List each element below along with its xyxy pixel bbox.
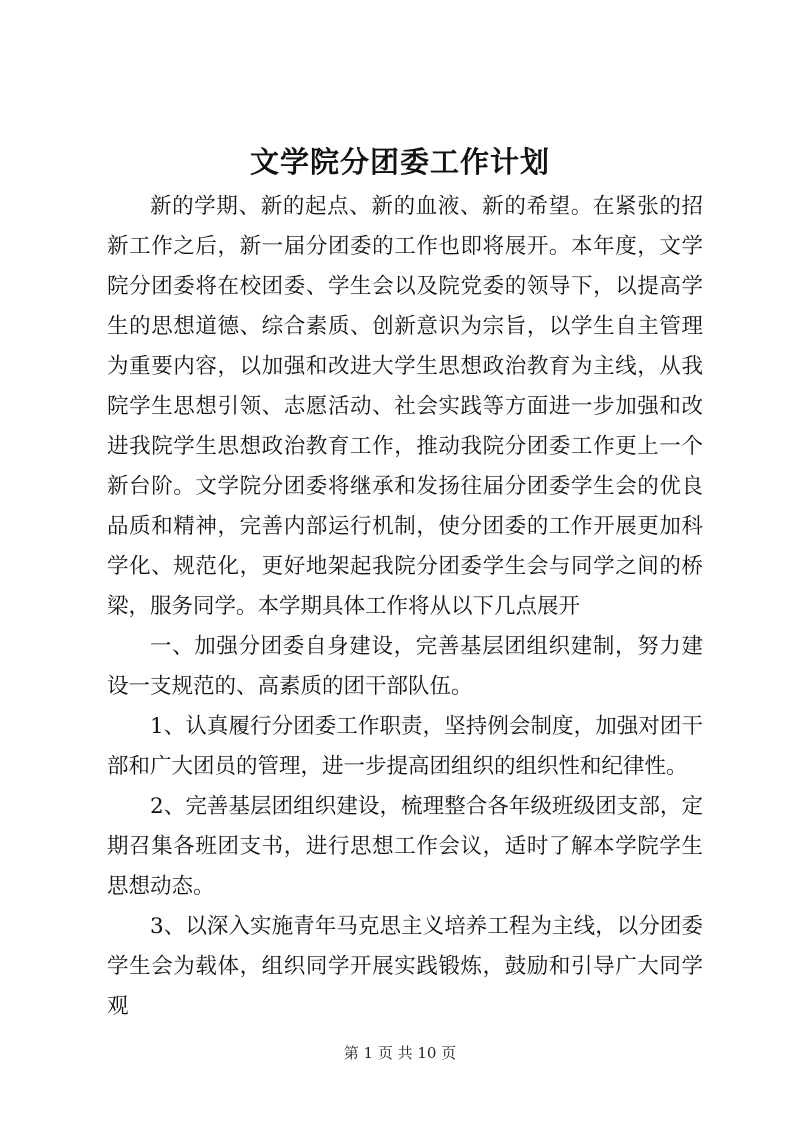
paragraph-intro: 新的学期、新的起点、新的血液、新的希望。在紧张的招新工作之后，新一届分团委的工作也即将展开。本年度，文学院分团委将在校团委、学生会以及院党委的领导下，以提高学生的思想道德、综合素质、创新意识为宗旨，以学生自主管理为重要内容，以加强和改进大学生思想政治教育为主线，从我院学生思想引领、志愿活动、社会实践等方面进一步加强和改进我院学生思想政治教育工作，推动我院分团委工作更上一个新台阶。文学院分团委将继承和发扬往届分团委学生会的优良品质和精神，完善内部运行机制，使分团委的工作开展更加科学化、规范化，更好地架起我院分团委学生会与同学之间的桥梁，服务同学。本学期具体工作将从以下几点展开 <box>107 194 703 619</box>
paragraph-section-1: 一、加强分团委自身建设，完善基层团组织建制，努力建设一支规范的、高素质的团干部队伍。 <box>107 634 703 699</box>
page-footer: 第 1 页 共 10 页 <box>343 1044 457 1062</box>
document-body <box>107 187 703 1027</box>
paragraph-item-1: 1、认真履行分团委工作职责，坚持例会制度，加强对团干部和广大团员的管理，进一步提高团组织的组织性和纪律性。 <box>107 714 703 779</box>
paragraph-item-3: 3、以深入实施青年马克思主义培养工程为主线，以分团委学生会为载体，组织同学开展实践锻炼，鼓励和引导广大同学观 <box>107 914 703 1019</box>
document-title: 文学院分团委工作计划 <box>249 145 550 179</box>
paragraph-item-2: 2、完善基层团组织建设，梳理整合各年级班级团支部，定期召集各班团支书，进行思想工作会议，适时了解本学院学生思想动态。 <box>107 794 703 899</box>
